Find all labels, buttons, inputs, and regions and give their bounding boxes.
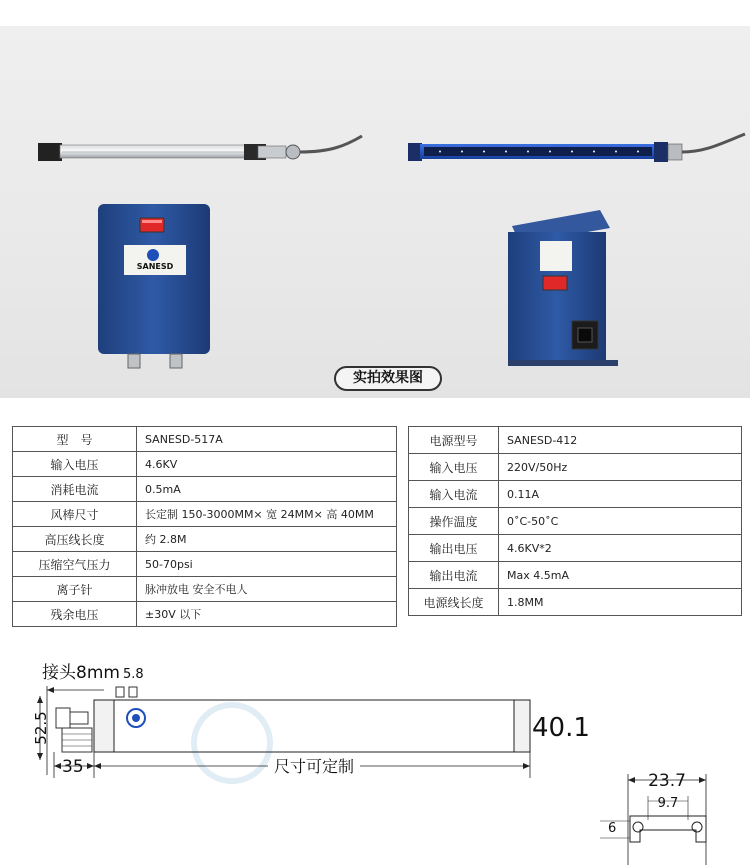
spec-value: 50-70psi — [137, 552, 397, 577]
spec-value: 0.11A — [499, 481, 742, 508]
spec-value: SANESD-517A — [137, 427, 397, 452]
connector-label: 接头8mm — [42, 663, 120, 683]
logo-icon — [147, 249, 159, 261]
dim-35: 35 — [62, 757, 84, 777]
spec-value: 脉冲放电 安全不电人 — [137, 577, 397, 602]
bar-end-cap-left — [38, 143, 62, 161]
spec-value: 0˚C-50˚C — [499, 508, 742, 535]
spec-value: 0.5mA — [137, 477, 397, 502]
table-row — [409, 508, 742, 535]
brand-label-text: SANESD — [136, 262, 174, 271]
dim-5-8: 5.8 — [123, 667, 144, 682]
dim-6: 6 — [608, 821, 617, 836]
table-row — [409, 535, 742, 562]
power-supply-side — [508, 210, 618, 366]
power-spec-table — [408, 426, 742, 616]
table-row — [409, 481, 742, 508]
product-photos — [0, 26, 750, 398]
dimension-drawing — [0, 650, 750, 865]
watermark-logo — [194, 705, 270, 781]
spec-key: 电源线长度 — [409, 589, 499, 616]
spec-value: 长定制 150-3000MM× 宽 24MM× 高 40MM — [137, 502, 397, 527]
spec-key: 型 号 — [13, 427, 137, 452]
silver-ion-bar — [38, 136, 362, 161]
cable — [300, 136, 362, 152]
spec-key: 输入电压 — [13, 452, 137, 477]
spec-key: 离子针 — [13, 577, 137, 602]
dimension-svg — [0, 650, 750, 865]
spec-value: Max 4.5mA — [499, 562, 742, 589]
profile-shape — [630, 816, 706, 842]
dim-52-5: 52.5 — [32, 711, 50, 745]
spec-key: 输出电压 — [409, 535, 499, 562]
spec-value: 4.6KV — [137, 452, 397, 477]
table-row — [409, 427, 742, 454]
spec-key: 高压线长度 — [13, 527, 137, 552]
caption-pill: 实拍效果图 — [334, 366, 442, 391]
spec-key: 压缩空气压力 — [13, 552, 137, 577]
spec-key: 输出电流 — [409, 562, 499, 589]
table-row — [13, 502, 397, 527]
product-photo-area — [0, 26, 750, 398]
table-row — [13, 602, 397, 627]
blue-bar-cable — [682, 134, 745, 152]
spec-key: 输入电流 — [409, 481, 499, 508]
spec-value: 220V/50Hz — [499, 454, 742, 481]
dim-40-1: 40.1 — [532, 713, 590, 743]
dim-9-7: 9.7 — [657, 796, 679, 811]
blue-ion-bar — [408, 134, 745, 162]
connector-fitting — [258, 146, 286, 158]
spec-key: 风棒尺寸 — [13, 502, 137, 527]
spec-value: SANESD-412 — [499, 427, 742, 454]
spec-key: 输入电压 — [409, 454, 499, 481]
table-row — [409, 562, 742, 589]
spec-key: 操作温度 — [409, 508, 499, 535]
table-row — [13, 577, 397, 602]
table-row — [13, 427, 397, 452]
table-row — [13, 452, 397, 477]
power-supply-front — [98, 204, 210, 368]
spec-key: 残余电压 — [13, 602, 137, 627]
table-row — [409, 454, 742, 481]
box2-switch — [543, 276, 567, 290]
spec-key: 电源型号 — [409, 427, 499, 454]
spec-value: ±30V 以下 — [137, 602, 397, 627]
length-label: 尺寸可定制 — [273, 757, 355, 776]
table-row — [409, 589, 742, 616]
blue-bar-cap-left — [408, 143, 422, 161]
bar-body — [60, 145, 250, 158]
dim-23-7: 23.7 — [648, 771, 686, 791]
spec-key: 消耗电流 — [13, 477, 137, 502]
spec-value: 4.6KV*2 — [499, 535, 742, 562]
table-row — [13, 552, 397, 577]
box2-label — [540, 241, 572, 271]
table-row — [13, 477, 397, 502]
table-row — [13, 527, 397, 552]
spec-value: 约 2.8M — [137, 527, 397, 552]
spec-value: 1.8MM — [499, 589, 742, 616]
bar-spec-table — [12, 426, 397, 627]
